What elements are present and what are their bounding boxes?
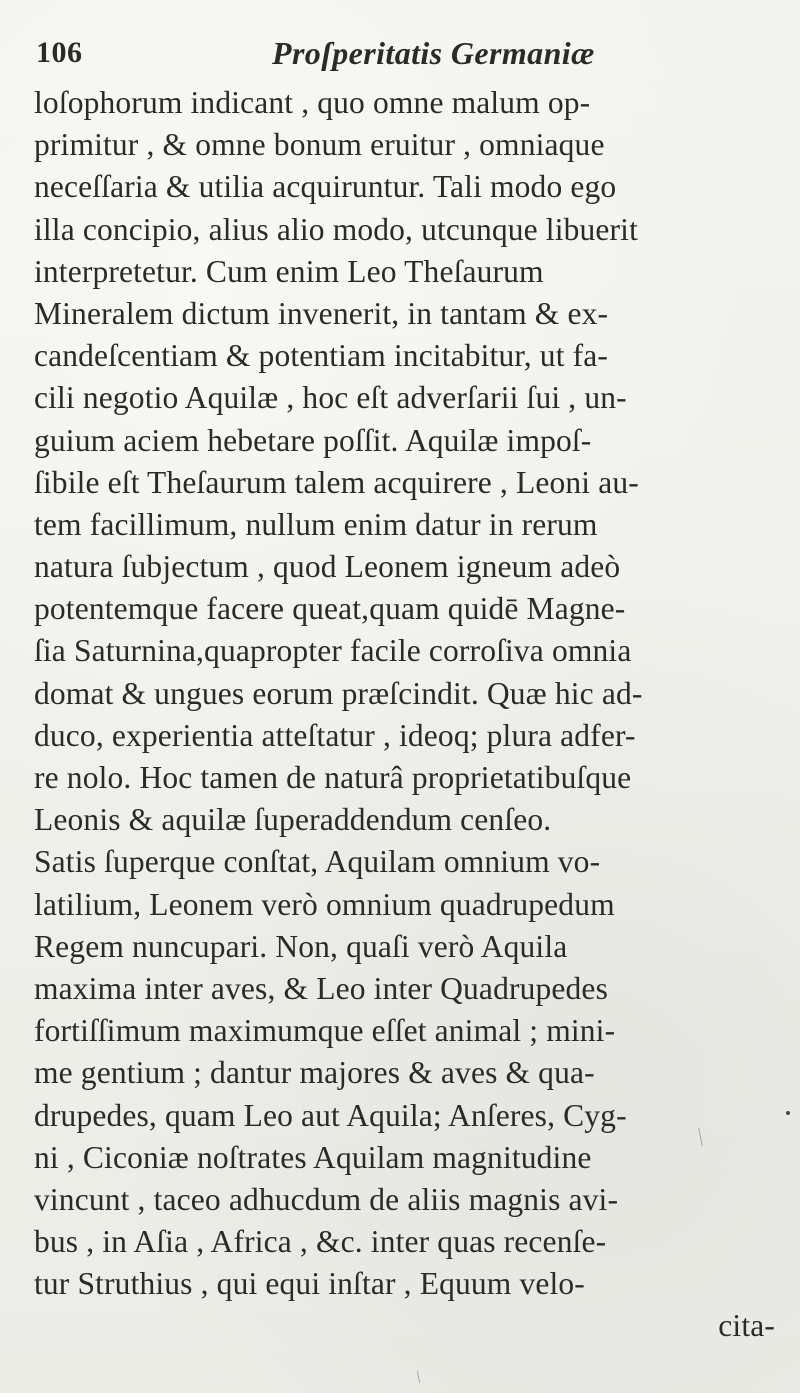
- catchword: cita-: [718, 1308, 775, 1344]
- text-line: Satis ſuperque conſtat, Aquilam omnium vo-: [34, 844, 601, 880]
- text-line: loſophorum indicant , quo omne malum op-: [34, 85, 591, 120]
- text-line: duco, experientia atteſtatur , ideoq; plura adfer-: [34, 717, 636, 753]
- text-line: drupedes, quam Leo aut Aquila; Anſeres, Cyg-: [34, 1097, 627, 1133]
- text-line: cili negotio Aquilæ , hoc eſt adverſarii ſui , un-: [34, 380, 627, 416]
- text-line: me gentium ; dantur majores & aves & qua-: [34, 1055, 595, 1091]
- text-line: Regem nuncupari. Non, quaſi verò Aquila: [34, 928, 568, 964]
- text-line: Leonis & aquilæ ſuperaddendum cenſeo.: [34, 802, 552, 838]
- paper-mark: [417, 1371, 420, 1383]
- text-line: vincunt , taceo adhucdum de aliis magnis avi-: [34, 1181, 619, 1217]
- text-line: ſia Saturnina,quapropter facile corroſiva omnia: [34, 633, 632, 669]
- page-number: 106: [36, 36, 83, 69]
- text-line: ſibile eſt Theſaurum talem acquirere , Leoni au-: [34, 464, 639, 500]
- text-line: natura ſubjectum , quod Leonem igneum adeò: [34, 549, 621, 585]
- text-line: candeſcentiam & potentiam incitabitur, ut fa-: [34, 338, 609, 374]
- running-title: Proſperitatis Germaniæ: [272, 35, 595, 71]
- text-line: tem facillimum, nullum enim datur in rerum: [34, 506, 598, 542]
- text-line: illa concipio, alius alio modo, utcunque libuerit: [34, 211, 638, 247]
- text-line: maxima inter aves, & Leo inter Quadrupedes: [34, 970, 608, 1006]
- body-text: [34, 82, 778, 1348]
- ink-speck: [786, 1111, 790, 1115]
- text-line: fortiſſimum maximumque eſſet animal ; mini-: [34, 1013, 616, 1049]
- text-line: domat & ungues eorum præſcindit. Quæ hic ad-: [34, 675, 643, 711]
- text-line: tur Struthius , qui equi inſtar , Equum velo-: [34, 1266, 585, 1302]
- text-line: re nolo. Hoc tamen de naturâ proprietatibuſque: [34, 760, 632, 795]
- text-line: Mineralem dictum invenerit, in tantam & ex-: [34, 295, 609, 331]
- text-line: potentemque facere queat,quam quidē Magne-: [34, 591, 626, 627]
- text-line: ni , Ciconiæ noſtrates Aquilam magnitudine: [34, 1139, 592, 1175]
- page-header: [36, 36, 776, 82]
- text-line: neceſſaria & utilia acquiruntur. Tali modo ego: [34, 169, 617, 205]
- text-line: latilium, Leonem verò omnium quadrupedum: [34, 886, 615, 922]
- text-line: bus , in Aſia , Africa , &c. inter quas recenſe-: [34, 1224, 607, 1260]
- text-line: guium aciem hebetare poſſit. Aquilæ impoſ-: [34, 422, 592, 458]
- text-line: primitur , & omne bonum eruitur , omniaque: [34, 127, 605, 163]
- text-line: interpretetur. Cum enim Leo Theſaurum: [34, 253, 544, 289]
